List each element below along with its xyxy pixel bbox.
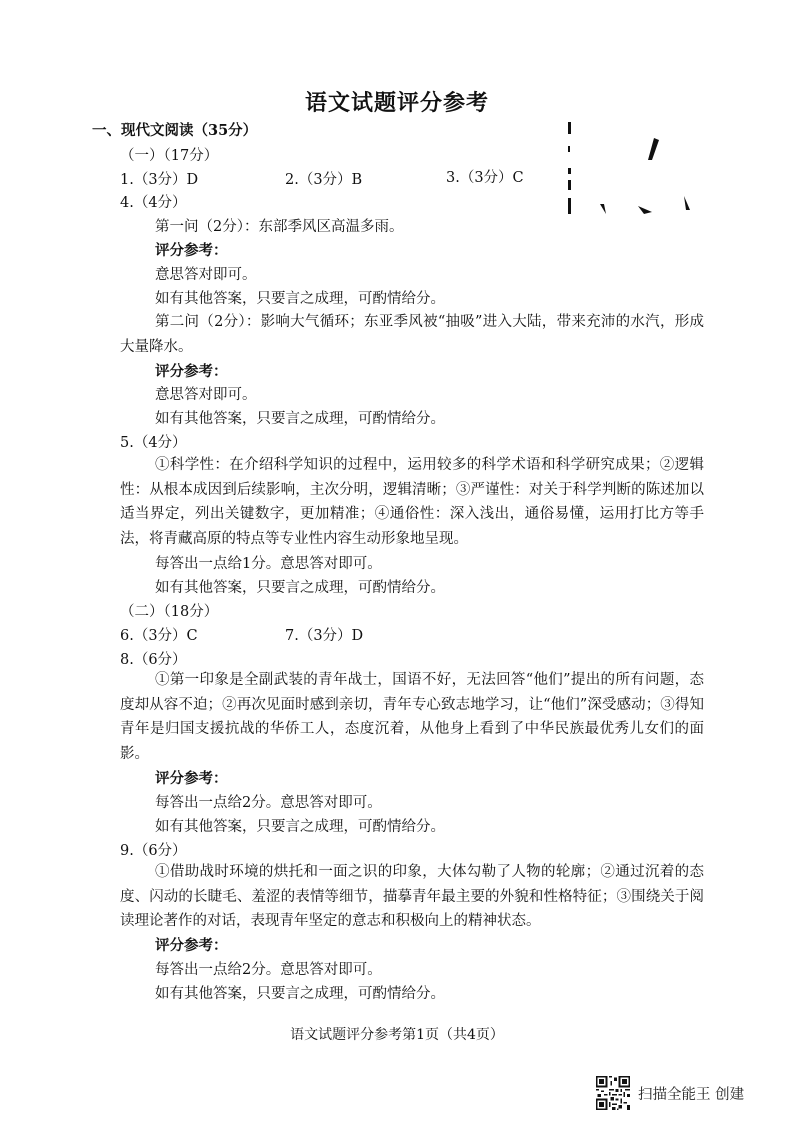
scanner-label: 扫描全能王 创建 (638, 1086, 745, 1103)
answer-q6: 6.（3分）C (120, 628, 198, 644)
answer-q3: 3.（3分）C (446, 170, 524, 186)
grading-note: 每答出一点给2分。意思答对即可。 (155, 795, 382, 811)
document-title: 语文试题评分参考 (304, 90, 489, 116)
grading-note: 意思答对即可。 (155, 387, 257, 403)
question-label: 8.（6分） (120, 652, 187, 668)
grading-note: 如有其他答案，只要言之成理，可酌情给分。 (155, 580, 445, 596)
part-label: （二）（18分） (120, 604, 219, 620)
grading-note: 每答出一点给2分。意思答对即可。 (155, 962, 382, 978)
grading-note: 每答出一点给1分。意思答对即可。 (155, 556, 382, 572)
grading-ref-label: 评分参考： (155, 770, 228, 787)
page-footer: 语文试题评分参考第1页（共4页） (290, 1027, 504, 1043)
grading-note: 如有其他答案，只要言之成理，可酌情给分。 (155, 819, 445, 835)
scan-artifact-marks (560, 120, 700, 220)
answer-text: ①第一印象是全副武装的青年战士，国语不好，无法回答“他们”提出的所有问题，态度却从容不迫；②再次见面时感到亲切，青年专心致志地学习，让“他们”深受感动；③得知青年是归国支援抗战的华侨工人，态度沉着，从他身上看到了中华民族最优秀儿女们的面影。 (120, 672, 704, 762)
answer-text: 第一问（2分）：东部季风区高温多雨。 (155, 219, 404, 235)
answer-q7: 7.（3分）D (285, 628, 364, 644)
qr-code-icon (596, 1076, 630, 1110)
section-heading: 一、现代文阅读（35分） (92, 122, 258, 139)
answer-q1: 1.（3分）D (120, 172, 199, 188)
question-label: 5.（4分） (120, 435, 187, 451)
answer-q2: 2.（3分）B (285, 172, 363, 188)
answer-text: 第二问（2分）：影响大气循环；东亚季风被“抽吸”进入大陆，带来充沛的水汽，形成大量降水。 (120, 314, 704, 355)
answer-text: ①借助战时环境的烘托和一面之识的印象，大体勾勒了人物的轮廓；②通过沉着的态度、闪动的长睫毛、羞涩的表情等细节，描摹青年最主要的外貌和性格特征；③围绕关于阅读理论著作的对话，表现青年坚定的意志和积极向上的精神状态。 (120, 864, 704, 929)
part-label: （一）（17分） (120, 148, 219, 164)
grading-note: 如有其他答案，只要言之成理，可酌情给分。 (155, 986, 445, 1002)
scanner-watermark (596, 1075, 744, 1111)
question-label: 9.（6分） (120, 843, 187, 859)
grading-note: 意思答对即可。 (155, 267, 257, 283)
answer-text: ①科学性：在介绍科学知识的过程中，运用较多的科学术语和科学研究成果；②逻辑性：从根本成因到后续影响，主次分明，逻辑清晰；③严谨性：对关于科学判断的陈述加以适当界定，列出关键数字，更加精准；④通俗性：深入浅出，通俗易懂，运用打比方等手法，将青藏高原的特点等专业性内容生动形象地呈现。 (120, 457, 704, 547)
grading-ref-label: 评分参考： (155, 937, 228, 954)
grading-ref-label: 评分参考： (155, 242, 228, 259)
question-label: 4.（4分） (120, 195, 187, 211)
grading-ref-label: 评分参考： (155, 363, 228, 380)
grading-note: 如有其他答案，只要言之成理，可酌情给分。 (155, 291, 445, 307)
grading-note: 如有其他答案，只要言之成理，可酌情给分。 (155, 411, 445, 427)
